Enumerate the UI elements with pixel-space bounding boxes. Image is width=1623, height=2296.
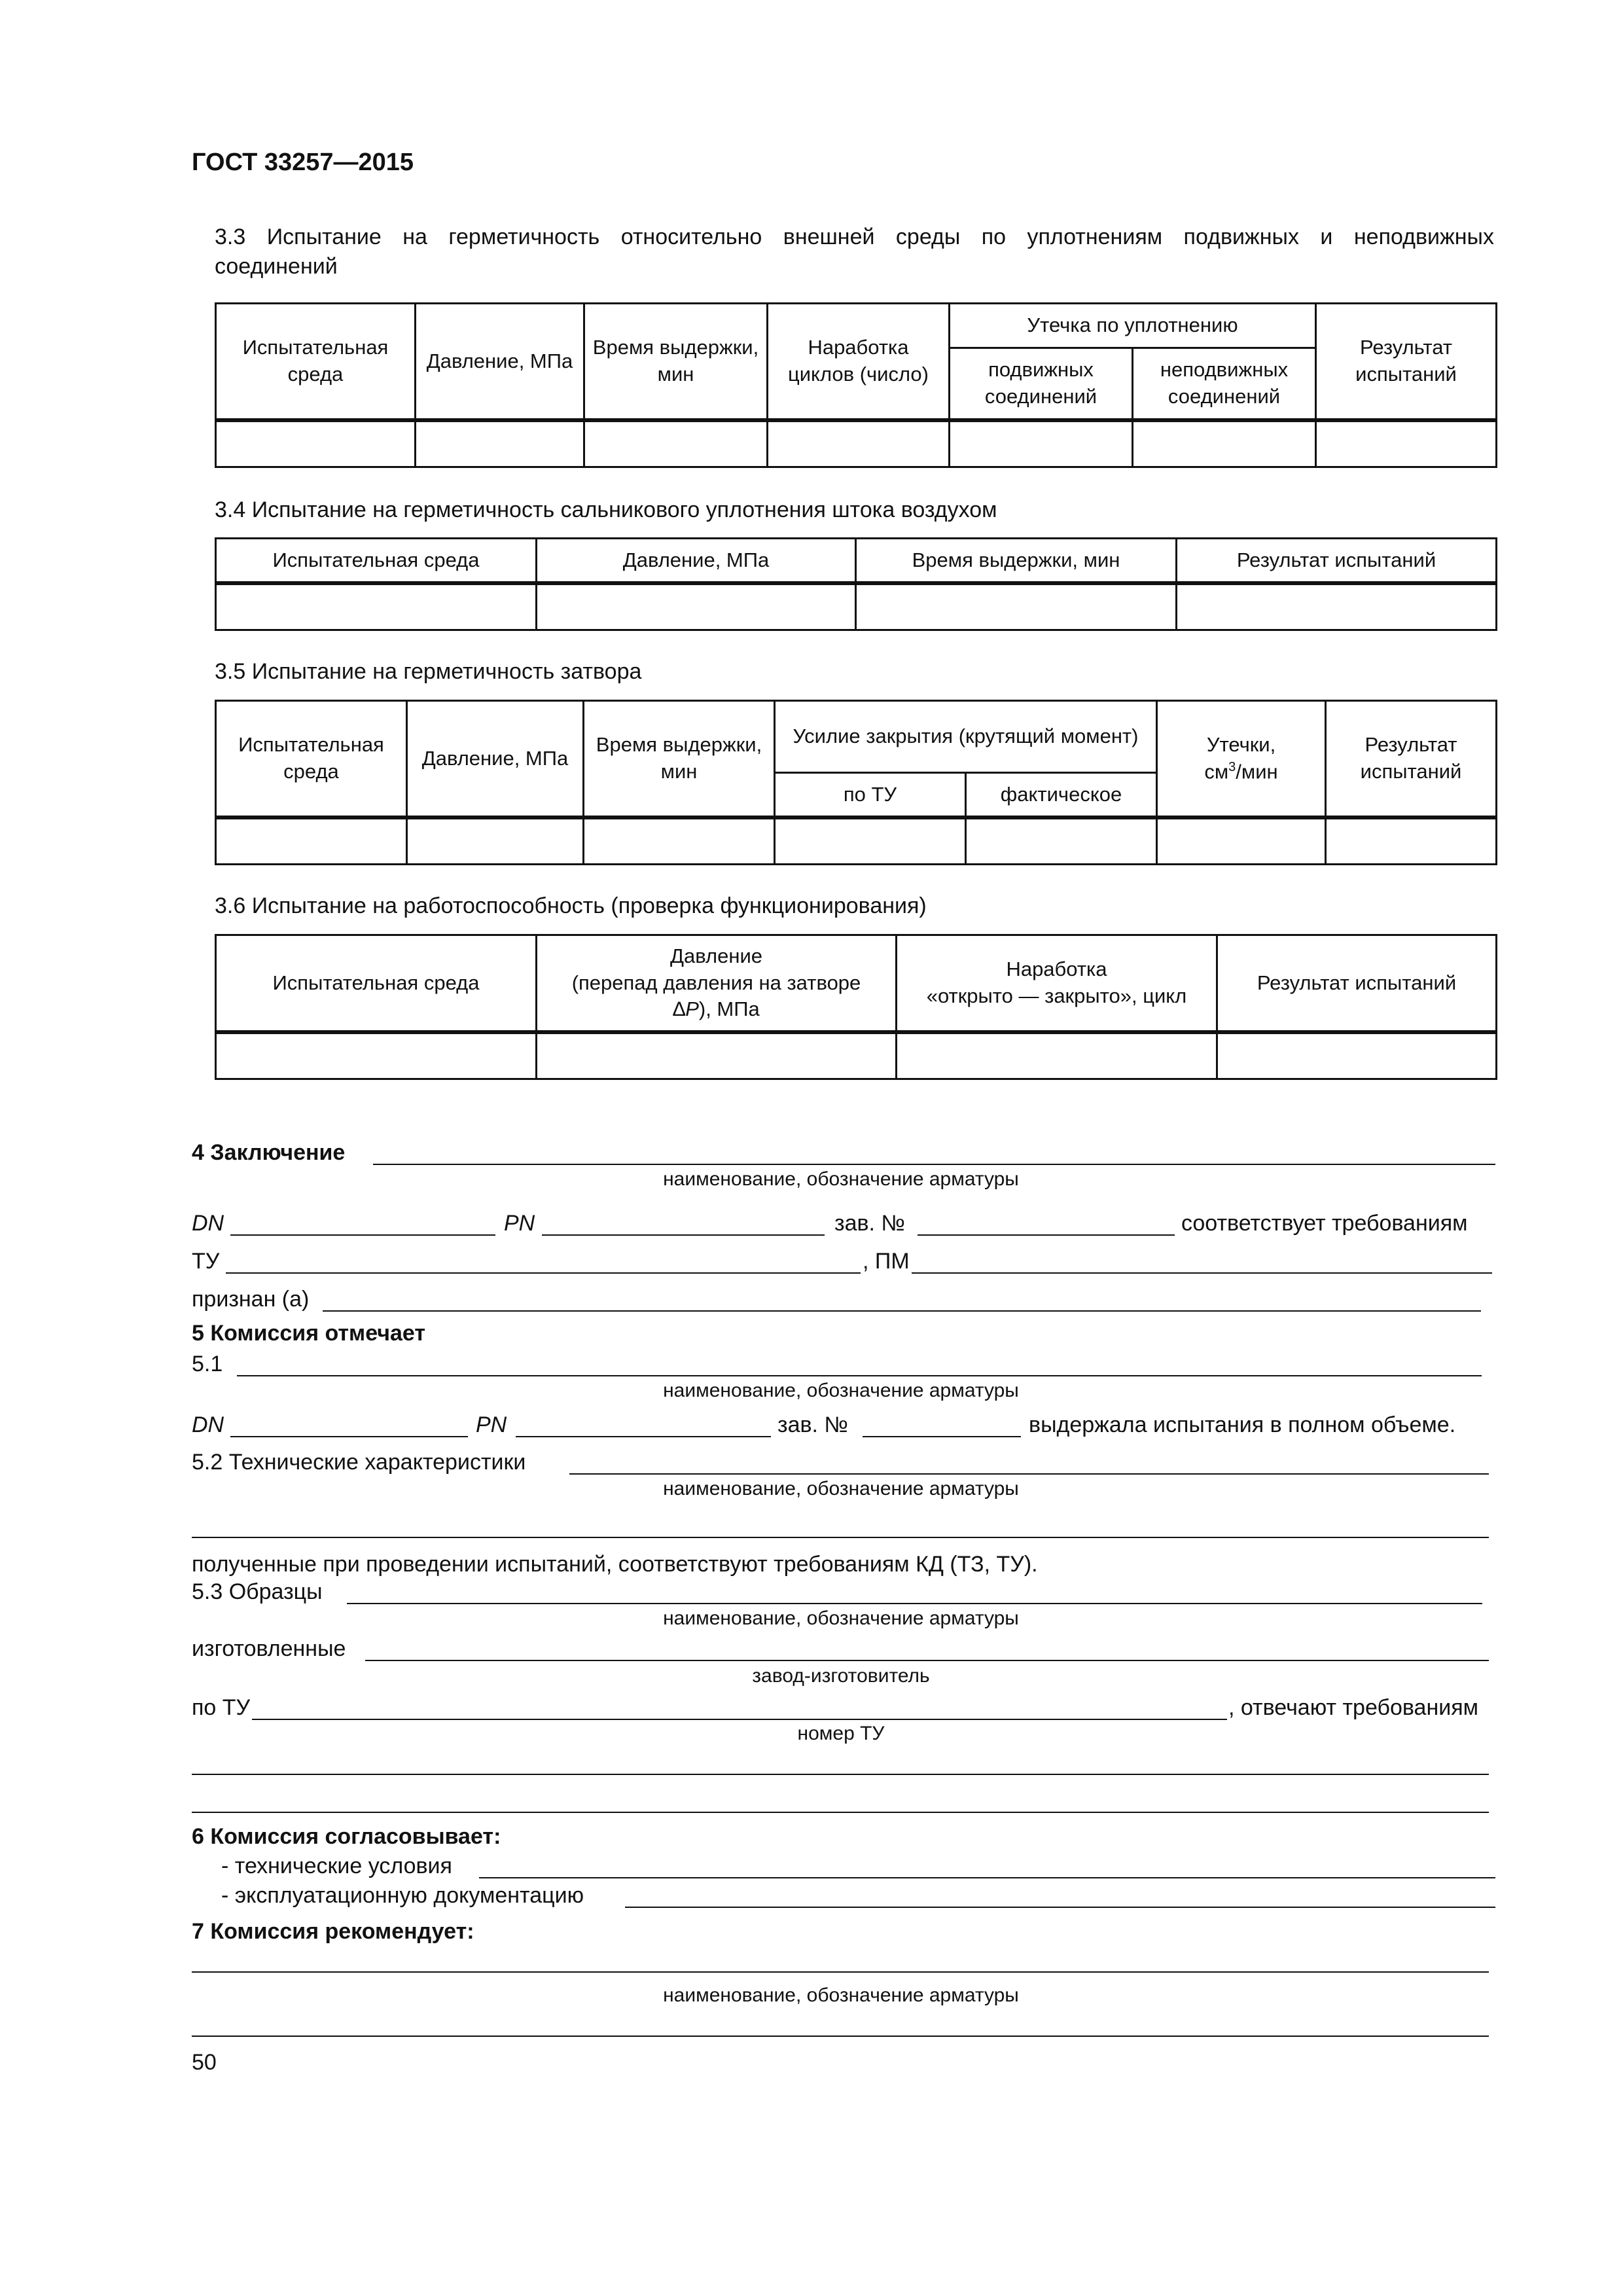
col-header-result: Результат испытаний: [1177, 539, 1497, 583]
dn-field[interactable]: [230, 1234, 495, 1236]
table-cell: [1157, 817, 1326, 865]
pn-label: PN: [504, 1211, 535, 1236]
table-cell: [216, 420, 416, 467]
col-header-result: Результат испытаний: [1326, 701, 1497, 817]
col-header-moving: подвижных соединений: [950, 348, 1133, 420]
p-symbol: P: [685, 997, 699, 1020]
complies-label: соответствует требованиям: [1181, 1211, 1468, 1236]
table-cell: [407, 817, 584, 865]
tu-label: ТУ: [192, 1249, 220, 1274]
col-header-medium: Испытательная среда: [216, 935, 537, 1032]
item-5-3-field[interactable]: [347, 1603, 1482, 1604]
pm-label: , ПМ: [863, 1249, 910, 1274]
item-5-3-label: 5.3 Образцы: [192, 1579, 323, 1604]
cycles-label: Наработка: [1006, 958, 1107, 981]
section-3-5-caption: 3.5 Испытание на герметичность затвора: [215, 659, 642, 684]
table-3-3: [215, 302, 1497, 468]
serial-label-2: зав. №: [777, 1412, 848, 1437]
leak-unit-rate: /мин: [1236, 759, 1278, 783]
item-5-1-field[interactable]: [237, 1375, 1482, 1376]
item-5-1-label: 5.1: [192, 1352, 223, 1376]
tech-conditions-field[interactable]: [479, 1877, 1495, 1878]
page-number: 50: [192, 2050, 217, 2075]
section-3-3-caption-cont: соединений: [215, 254, 338, 279]
dn-label-2: DN: [192, 1412, 224, 1437]
operating-docs-label: - эксплуатационную документацию: [221, 1883, 584, 1908]
obtained-label: полученные при проведении испытаний, соответствуют требованиям КД (ТЗ, ТУ).: [192, 1552, 1038, 1577]
col-header-cycles: Наработка циклов (число): [768, 304, 950, 420]
table-cell: [768, 420, 950, 467]
recognized-field[interactable]: [323, 1310, 1481, 1312]
table-cell: [966, 817, 1157, 865]
leak-unit-exp: 3: [1228, 759, 1236, 774]
recognized-label: признан (а): [192, 1287, 310, 1312]
requirements-line-2[interactable]: [192, 1812, 1489, 1813]
col-header-leak: [1157, 701, 1326, 817]
col-header-pressure: Давление, МПа: [416, 304, 584, 420]
table-cell: [775, 817, 966, 865]
pressure-note: (перепад давления на затворе: [571, 971, 861, 994]
manufacturer-sublabel: завод-изготовитель: [752, 1665, 930, 1687]
conclusion-line[interactable]: [373, 1164, 1495, 1165]
pressure-label: Давление: [670, 944, 762, 968]
col-header-pressure: Давление, МПа: [537, 539, 856, 583]
col-header-actual: фактическое: [966, 773, 1157, 817]
section-3-4-caption: 3.4 Испытание на герметичность сальникового уплотнения штока воздухом: [215, 497, 997, 522]
recommends-field-2[interactable]: [192, 2036, 1489, 2037]
leak-label: Утечки,: [1206, 733, 1276, 757]
table-cell: [897, 1032, 1217, 1079]
section-3-6-caption: 3.6 Испытание на работоспособность (проверка функционирования): [215, 893, 927, 918]
table-cell: [1326, 817, 1497, 865]
pressure-unit: ), МПа: [698, 997, 760, 1020]
section-3-3-caption: 3.3 Испытание на герметичность относительно внешней среды по уплотнениям подвижных и неподвижных: [215, 224, 1494, 249]
item-5-3-sublabel: наименование, обозначение арматуры: [663, 1607, 1019, 1629]
conclusion-sublabel: наименование, обозначение арматуры: [663, 1168, 1019, 1190]
col-header-pressure: [537, 935, 897, 1032]
table-cell: [1177, 583, 1497, 630]
pn-field[interactable]: [542, 1234, 825, 1236]
table-cell: [950, 420, 1133, 467]
col-header-result: Результат испытаний: [1217, 935, 1497, 1032]
item-5-1-sublabel: наименование, обозначение арматуры: [663, 1380, 1019, 1401]
meet-label: , отвечают требованиям: [1228, 1695, 1479, 1720]
passed-label: выдержала испытания в полном объеме.: [1029, 1412, 1456, 1437]
table-3-5: [215, 700, 1497, 865]
by-tu-label: по ТУ: [192, 1695, 251, 1720]
serial-field-2[interactable]: [863, 1436, 1021, 1437]
recommends-sublabel: наименование, обозначение арматуры: [663, 1984, 1019, 2006]
table-cell: [1316, 420, 1497, 467]
table-cell: [216, 817, 407, 865]
col-header-medium: Испытательная среда: [216, 539, 537, 583]
requirements-line-1[interactable]: [192, 1774, 1489, 1775]
col-header-tu: по ТУ: [775, 773, 966, 817]
delta-symbol: ∆: [673, 997, 686, 1020]
table-cell: [216, 1032, 537, 1079]
table-cell: [584, 420, 768, 467]
serial-field[interactable]: [918, 1234, 1175, 1236]
col-header-leak: Утечка по уплотнению: [950, 304, 1316, 348]
cycles-note: «открыто — закрыто», цикл: [926, 984, 1187, 1007]
col-header-force: Усилие закрытия (крутящий момент): [775, 701, 1157, 773]
col-header-medium: Испытательная среда: [216, 304, 416, 420]
item-5-2-label: 5.2 Технические характеристики: [192, 1450, 526, 1475]
leak-unit: см: [1204, 759, 1229, 783]
pn-field-2[interactable]: [516, 1436, 771, 1437]
col-header-fixed: неподвижных соединений: [1133, 348, 1316, 420]
table-cell: [1133, 420, 1316, 467]
item-5-2-sublabel: наименование, обозначение арматуры: [663, 1478, 1019, 1499]
tech-conditions-label: - технические условия: [221, 1854, 452, 1878]
dn-field-2[interactable]: [230, 1436, 468, 1437]
table-3-6: [215, 934, 1497, 1080]
section-4-title: 4 Заключение: [192, 1140, 346, 1165]
section-6-title: 6 Комиссия согласовывает:: [192, 1824, 501, 1849]
serial-label: зав. №: [834, 1211, 905, 1236]
table-cell: [1217, 1032, 1497, 1079]
col-header-result: Результат испытаний: [1316, 304, 1497, 420]
item-5-2-field[interactable]: [569, 1473, 1489, 1475]
col-header-time: Время выдержки, мин: [584, 304, 768, 420]
made-label: изготовленные: [192, 1636, 346, 1661]
table-3-4: [215, 537, 1497, 631]
by-tu-field[interactable]: [252, 1719, 1227, 1720]
col-header-pressure: Давление, МПа: [407, 701, 584, 817]
document-header: ГОСТ 33257—2015: [192, 149, 414, 176]
dn-label: DN: [192, 1211, 224, 1236]
table-cell: [537, 1032, 897, 1079]
section-5-title: 5 Комиссия отмечает: [192, 1321, 426, 1346]
tu-field[interactable]: [226, 1272, 861, 1274]
recommends-field[interactable]: [192, 1971, 1489, 1973]
made-field[interactable]: [365, 1660, 1489, 1661]
col-header-time: Время выдержки, мин: [584, 701, 775, 817]
table-cell: [584, 817, 775, 865]
col-header-medium: Испытательная среда: [216, 701, 407, 817]
item-5-2-field-cont[interactable]: [192, 1537, 1489, 1538]
table-cell: [537, 583, 856, 630]
section-7-title: 7 Комиссия рекомендует:: [192, 1919, 474, 1944]
table-cell: [216, 583, 537, 630]
col-header-cycles: [897, 935, 1217, 1032]
table-cell: [856, 583, 1177, 630]
tu-number-sublabel: номер ТУ: [797, 1723, 885, 1744]
col-header-time: Время выдержки, мин: [856, 539, 1177, 583]
table-cell: [416, 420, 584, 467]
operating-docs-field[interactable]: [625, 1907, 1495, 1908]
pm-field[interactable]: [912, 1272, 1492, 1274]
pn-label-2: PN: [476, 1412, 507, 1437]
